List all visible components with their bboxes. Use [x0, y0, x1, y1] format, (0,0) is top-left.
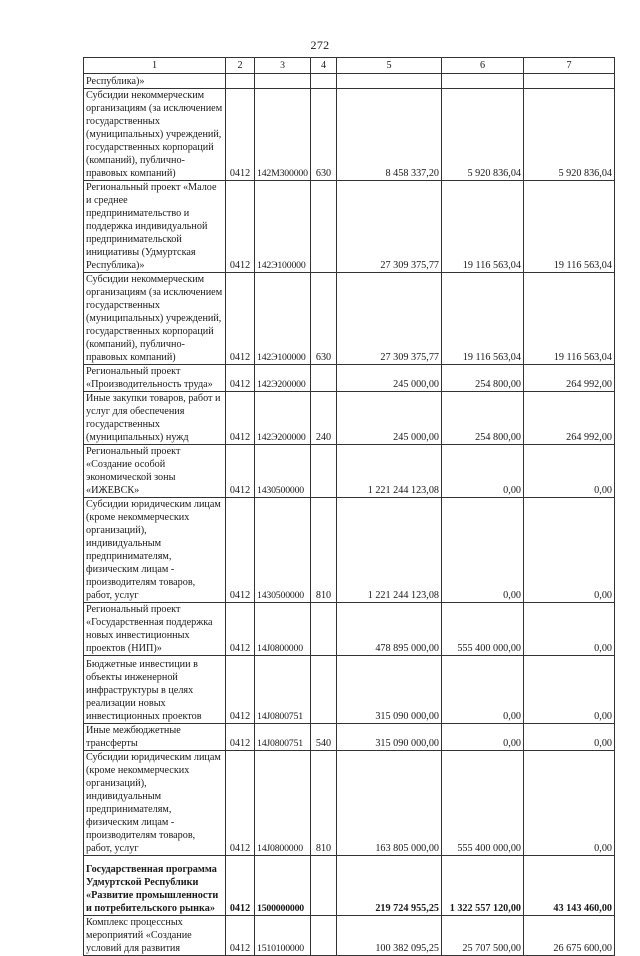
amount-col6-cell: 0,00: [442, 724, 524, 751]
expense-type-cell: [311, 916, 337, 956]
target-article-cell: [255, 74, 311, 89]
amount-col7-cell: 0,00: [524, 724, 615, 751]
table-row: [84, 498, 615, 603]
target-article-cell: 1430500000: [255, 498, 311, 603]
section-code-cell: 0412: [226, 656, 255, 724]
target-article-cell: 14J0800000: [255, 603, 311, 656]
table-row: [84, 445, 615, 498]
expense-type-cell: [311, 656, 337, 724]
section-code-cell: 0412: [226, 392, 255, 445]
table-row: [84, 365, 615, 392]
amount-col5-cell: 478 895 000,00: [337, 603, 442, 656]
amount-col6-cell: 0,00: [442, 498, 524, 603]
amount-col6-cell: 1 322 557 120,00: [442, 856, 524, 916]
table-row: [84, 856, 615, 916]
section-code-cell: 0412: [226, 273, 255, 365]
amount-col5-cell: 219 724 955,25: [337, 856, 442, 916]
target-article-cell: 14J0800000: [255, 751, 311, 856]
expense-type-cell: [311, 603, 337, 656]
target-article-cell: 142Э100000: [255, 273, 311, 365]
expense-type-cell: 240: [311, 392, 337, 445]
table-row: [84, 656, 615, 724]
column-header-4: 4: [311, 58, 337, 74]
table-row: [84, 751, 615, 856]
row-name-cell: Бюджетные инвестиции в объекты инженерной инфраструктуры в целях реализации новых инвестиционных проектов: [84, 656, 226, 724]
target-article-cell: 1430500000: [255, 445, 311, 498]
amount-col5-cell: 163 805 000,00: [337, 751, 442, 856]
amount-col7-cell: 0,00: [524, 656, 615, 724]
section-code-cell: 0412: [226, 181, 255, 273]
amount-col6-cell: 555 400 000,00: [442, 603, 524, 656]
section-code-cell: [226, 74, 255, 89]
section-code-cell: 0412: [226, 856, 255, 916]
expense-type-cell: 540: [311, 724, 337, 751]
amount-col6-cell: 19 116 563,04: [442, 181, 524, 273]
target-article-cell: 142Э200000: [255, 392, 311, 445]
column-header-7: 7: [524, 58, 615, 74]
row-name-cell: Иные межбюджетные трансферты: [84, 724, 226, 751]
amount-col5-cell: 100 382 095,25: [337, 916, 442, 956]
table-row: [84, 273, 615, 365]
amount-col7-cell: 0,00: [524, 751, 615, 856]
amount-col6-cell: 19 116 563,04: [442, 273, 524, 365]
column-header-6: 6: [442, 58, 524, 74]
row-name-cell: Региональный проект «Государственная поддержка новых инвестиционных проектов (НИП)»: [84, 603, 226, 656]
target-article-cell: 1510100000: [255, 916, 311, 956]
budget-table: [83, 57, 615, 956]
expense-type-cell: [311, 856, 337, 916]
table-row: [84, 181, 615, 273]
section-code-cell: 0412: [226, 603, 255, 656]
row-name-cell: Субсидии юридическим лицам (кроме некоммерческих организаций), индивидуальным предпринимателям, физическим лицам - производителям товаров, работ, услуг: [84, 498, 226, 603]
expense-type-cell: 810: [311, 498, 337, 603]
amount-col5-cell: 245 000,00: [337, 392, 442, 445]
amount-col5-cell: 245 000,00: [337, 365, 442, 392]
amount-col7-cell: 19 116 563,04: [524, 273, 615, 365]
column-header-2: 2: [226, 58, 255, 74]
expense-type-cell: [311, 445, 337, 498]
row-name-cell: Государственная программа Удмуртской Республики «Развитие промышленности и потребительского рынка»: [84, 856, 226, 916]
target-article-cell: 14J0800751: [255, 656, 311, 724]
section-code-cell: 0412: [226, 916, 255, 956]
amount-col7-cell: 5 920 836,04: [524, 89, 615, 181]
amount-col5-cell: [337, 74, 442, 89]
row-name-cell: Региональный проект «Производительность труда»: [84, 365, 226, 392]
table-header-row: [84, 58, 615, 74]
target-article-cell: 14J0800751: [255, 724, 311, 751]
amount-col7-cell: 19 116 563,04: [524, 181, 615, 273]
target-article-cell: 142Э200000: [255, 365, 311, 392]
amount-col7-cell: 0,00: [524, 445, 615, 498]
amount-col6-cell: 254 800,00: [442, 365, 524, 392]
page-number: 272: [310, 38, 330, 52]
amount-col6-cell: 25 707 500,00: [442, 916, 524, 956]
section-code-cell: 0412: [226, 365, 255, 392]
row-name-cell: Региональный проект «Малое и среднее предпринимательство и поддержка индивидуальной предпринимательской инициативы (Удмуртская Республика)»: [84, 181, 226, 273]
section-code-cell: 0412: [226, 89, 255, 181]
row-name-cell: Субсидии некоммерческим организациям (за исключением государственных (муниципальных) учреждений, государственных корпораций (компаний), публично-правовых компаний): [84, 273, 226, 365]
amount-col5-cell: 315 090 000,00: [337, 656, 442, 724]
table-row: [84, 392, 615, 445]
amount-col5-cell: 1 221 244 123,08: [337, 498, 442, 603]
expense-type-cell: 630: [311, 89, 337, 181]
row-name-cell: Республика)»: [84, 74, 226, 89]
amount-col7-cell: 264 992,00: [524, 392, 615, 445]
amount-col6-cell: 254 800,00: [442, 392, 524, 445]
amount-col5-cell: 27 309 375,77: [337, 273, 442, 365]
row-name-cell: Субсидии некоммерческим организациям (за исключением государственных (муниципальных) учреждений, государственных корпораций (компаний), публично-правовых компаний): [84, 89, 226, 181]
amount-col5-cell: 8 458 337,20: [337, 89, 442, 181]
table-row: [84, 603, 615, 656]
amount-col6-cell: 5 920 836,04: [442, 89, 524, 181]
target-article-cell: 1500000000: [255, 856, 311, 916]
amount-col6-cell: 0,00: [442, 656, 524, 724]
expense-type-cell: 810: [311, 751, 337, 856]
expense-type-cell: 630: [311, 273, 337, 365]
section-code-cell: 0412: [226, 445, 255, 498]
expense-type-cell: [311, 181, 337, 273]
row-name-cell: Иные закупки товаров, работ и услуг для обеспечения государственных (муниципальных) нужд: [84, 392, 226, 445]
row-name-cell: Региональный проект «Создание особой экономической зоны «ИЖЕВСК»: [84, 445, 226, 498]
column-header-5: 5: [337, 58, 442, 74]
amount-col5-cell: 27 309 375,77: [337, 181, 442, 273]
amount-col7-cell: 264 992,00: [524, 365, 615, 392]
amount-col6-cell: 555 400 000,00: [442, 751, 524, 856]
table-row: [84, 74, 615, 89]
amount-col7-cell: 0,00: [524, 498, 615, 603]
section-code-cell: 0412: [226, 498, 255, 603]
target-article-cell: 142Э100000: [255, 181, 311, 273]
section-code-cell: 0412: [226, 724, 255, 751]
amount-col5-cell: 1 221 244 123,08: [337, 445, 442, 498]
table-row: [84, 724, 615, 751]
table-row: [84, 916, 615, 956]
amount-col7-cell: [524, 74, 615, 89]
expense-type-cell: [311, 74, 337, 89]
column-header-1: 1: [84, 58, 226, 74]
section-code-cell: 0412: [226, 751, 255, 856]
target-article-cell: 142М300000: [255, 89, 311, 181]
amount-col7-cell: 43 143 460,00: [524, 856, 615, 916]
row-name-cell: Комплекс процессных мероприятий «Создание условий для развития: [84, 916, 226, 956]
table-body: [84, 74, 615, 956]
expense-type-cell: [311, 365, 337, 392]
table-row: [84, 89, 615, 181]
amount-col6-cell: [442, 74, 524, 89]
amount-col5-cell: 315 090 000,00: [337, 724, 442, 751]
column-header-3: 3: [255, 58, 311, 74]
amount-col6-cell: 0,00: [442, 445, 524, 498]
amount-col7-cell: 0,00: [524, 603, 615, 656]
amount-col7-cell: 26 675 600,00: [524, 916, 615, 956]
row-name-cell: Субсидии юридическим лицам (кроме некоммерческих организаций), индивидуальным предпринимателям, физическим лицам - производителям товаров, работ, услуг: [84, 751, 226, 856]
